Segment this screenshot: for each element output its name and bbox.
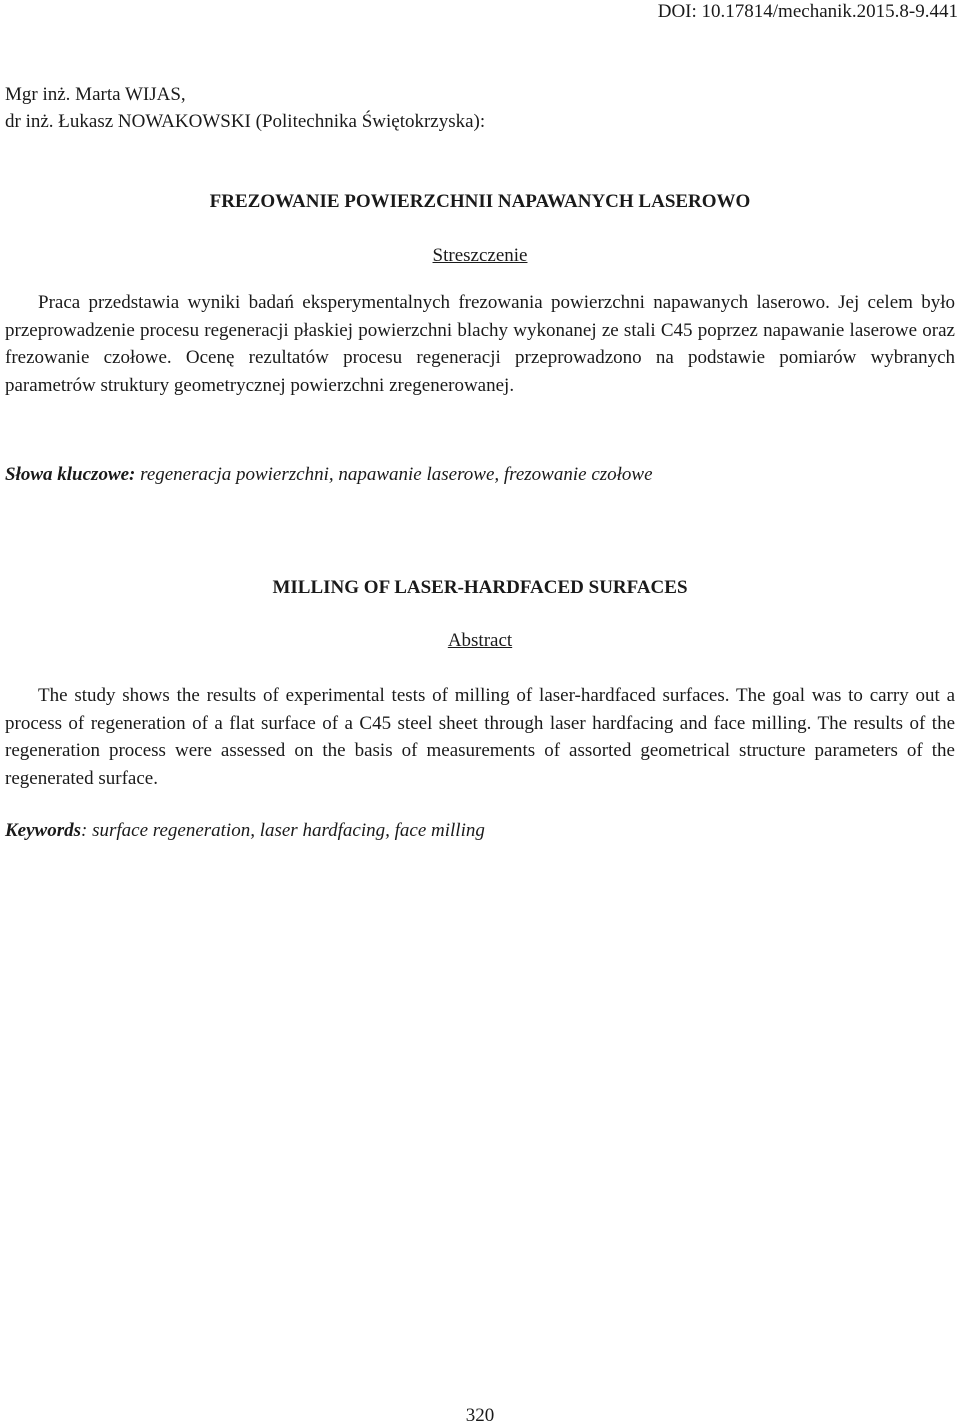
paper-title-polish: FREZOWANIE POWIERZCHNII NAPAWANYCH LASEROWO <box>209 191 751 212</box>
page-number: 320 <box>465 1405 495 1426</box>
keywords-label-polish: Słowa kluczowe: <box>5 464 136 485</box>
keywords-list-english: : surface regeneration, laser hardfacing, face milling <box>81 820 485 841</box>
keywords-english <box>5 817 485 844</box>
author-line-2: dr inż. Łukasz NOWAKOWSKI (Politechnika Świętokrzyska): <box>5 111 486 132</box>
doi-header: DOI: 10.17814/mechanik.2015.8-9.441 <box>657 1 958 22</box>
section-label-abstract: Abstract <box>447 630 513 651</box>
section-label-streszczenie: Streszczenie <box>432 245 528 266</box>
abstract-polish: Praca przedstawia wyniki badań eksperymentalnych frezowania powierzchni napawanych laserowo. Jej celem było przeprowadzenie procesu regeneracji płaskiej powierzchni blachy wykonanej ze stali C45 poprzez napawanie laserowe oraz frezowanie czołowe. Ocenę rezultatów procesu regeneracji przeprowadzono na podstawie pomiarów wybranych parametrów struktury geometrycznej powierzchni zregenerowanej. <box>5 292 955 396</box>
keywords-label-english: Keywords <box>5 820 81 841</box>
abstract-english: The study shows the results of experimental tests of milling of laser-hardfaced surfaces. The goal was to carry out a process of regeneration of a flat surface of a C45 steel sheet through laser hardfacing and face milling. The results of the regeneration process were assessed on the basis of measurements of assorted geometrical structure parameters of the regenerated surface. <box>5 685 955 789</box>
author-line-1: Mgr inż. Marta WIJAS, <box>5 84 186 105</box>
keywords-list-polish: regeneracja powierzchni, napawanie laserowe, frezowanie czołowe <box>135 464 653 485</box>
author-block <box>5 81 485 135</box>
paper-title-english: MILLING OF LASER-HARDFACED SURFACES <box>272 577 688 598</box>
keywords-polish <box>5 461 653 488</box>
